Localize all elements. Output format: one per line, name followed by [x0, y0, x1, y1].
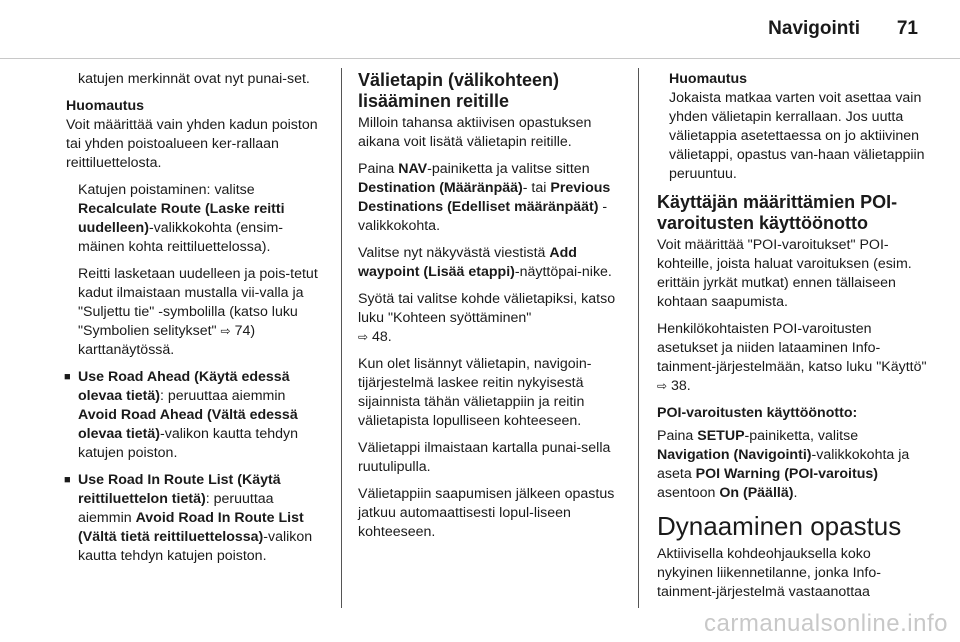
note-title: Huomautus	[66, 98, 145, 114]
page-reference-arrow-icon: ⇨	[657, 379, 668, 393]
note-title: Huomautus	[669, 71, 748, 87]
paragraph-poi-intro: Voit määrittää "POI-varoitukset" POI-kohteille, joista haluat varoituksen (esim. erittäin jyrkät mutkat) ennen tällaiseen kohtaan saapumista.	[657, 237, 912, 310]
column-divider-1	[341, 68, 342, 608]
page-reference-arrow-icon: ⇨	[358, 330, 369, 344]
column-3	[657, 70, 927, 610]
paragraph-press-nav: Paina NAV-painiketta ja valitse sitten Destination (Määränpää)- tai Previous Destinations (Edelliset määränpäät) -valikkokohta.	[358, 161, 611, 234]
paragraph-arrival: Välietappiin saapumisen jälkeen opastus jatkuu automaattisesti lopul-liseen kohteeseen.	[358, 486, 615, 540]
paragraph-add-waypoint: Valitse nyt näkyvästä viestistä Add waypoint (Lisää etappi)-näyttöpai-nike.	[358, 245, 612, 280]
bullet-use-road-ahead: ■ Use Road Ahead (Käytä edessä olevaa tietä): peruuttaa aiemmin Avoid Road Ahead (Vältä edessä olevaa tietä)-valikon kautta tehdyn katujen poiston.	[66, 368, 328, 463]
section-heading-dynamic-guidance: Dynaaminen opastus	[657, 511, 902, 541]
paragraph-map-flag: Välietappi ilmaistaan kartalla punai-sella ruutulipulla.	[358, 440, 611, 475]
paragraph-dynamic-guidance: Aktiivisella kohdeohjauksella koko nykyinen liikennetilanne, jonka Info-tainment-järjestelmä vastaanottaa	[657, 546, 881, 600]
paragraph-continued: katujen merkinnät ovat nyt punai-set.	[78, 71, 310, 87]
note-text: Jokaista matkaa varten voit asettaa vain yhden välietapin kerrallaan. Jos uutta välietappia asetettaessa on jo aktiivinen välietappi, opastus van-haan välietappiin peruuntuu.	[669, 90, 925, 182]
column-2	[358, 70, 624, 550]
paragraph-poi-settings: Henkilökohtaisten POI-varoitusten asetukset ja niiden lataaminen Info-tainment-järjestelmään, katso luku "Käyttö" ⇨ 38.	[657, 321, 927, 394]
section-heading-poi-warnings: Käyttäjän määrittämien POI-varoitusten käyttöönotto	[657, 192, 898, 233]
running-header-title: Navigointi	[768, 18, 860, 39]
paragraph-recalculation: Reitti lasketaan uudelleen ja pois-tetut kadut ilmaistaan mustalla vii-valla ja "Suljettu tie" -symbolilla (katso luku "Symbolien selitykset" ⇨ 74) karttanäytössä.	[78, 266, 318, 358]
paragraph-press-setup: Paina SETUP-painiketta, valitse Navigation (Navigointi)-valikkokohta ja aseta POI Warning (POI-varoitus) asentoon On (Päällä).	[657, 428, 910, 501]
subheading-poi-enable: POI-varoitusten käyttöönotto:	[657, 405, 858, 421]
column-divider-2	[638, 68, 639, 608]
note-text: Voit määrittää vain yhden kadun poiston tai yhden poistoalueen ker-rallaan reittiluettelosta.	[66, 117, 318, 171]
footer-watermark: carmanualsonline.info	[704, 610, 948, 637]
note-block	[657, 70, 927, 184]
paragraph-enter-destination: Syötä tai valitse kohde välietapiksi, katso luku "Kohteen syöttäminen" ⇨ 48.	[358, 291, 616, 345]
page-number: 71	[896, 18, 918, 39]
paragraph-route-calculation: Kun olet lisännyt välietapin, navigoin-tijärjestelmä laskee reitin nykyisestä sijainnista tähän välietappiin ja reitin välietapista lopulliseen kohteeseen.	[358, 356, 592, 429]
menu-item-recalculate-route: Recalculate Route (Laske reitti uudelleen)	[78, 201, 285, 236]
section-heading-waypoint: Välietapin (välikohteen) lisääminen reitille	[358, 70, 560, 111]
bullet-use-road-in-route-list: ■ Use Road In Route List (Käytä reittiluettelon tietä): peruuttaa aiemmin Avoid Road In Route List (Vältä tietä reittiluettelossa)-valikon kautta tehdyn katujen poiston.	[66, 471, 328, 566]
page-reference-arrow-icon: ⇨	[220, 324, 231, 338]
paragraph-waypoint-intro: Milloin tahansa aktiivisen opastuksen aikana voit lisätä välietapin reitille.	[358, 115, 592, 150]
paragraph-remove-streets: Katujen poistaminen: valitse Recalculate Route (Laske reitti uudelleen)-valikkokohta (ensim-mäinen kohta reittiluettelossa).	[78, 182, 285, 255]
column-1	[66, 70, 328, 574]
header-divider	[0, 58, 960, 59]
